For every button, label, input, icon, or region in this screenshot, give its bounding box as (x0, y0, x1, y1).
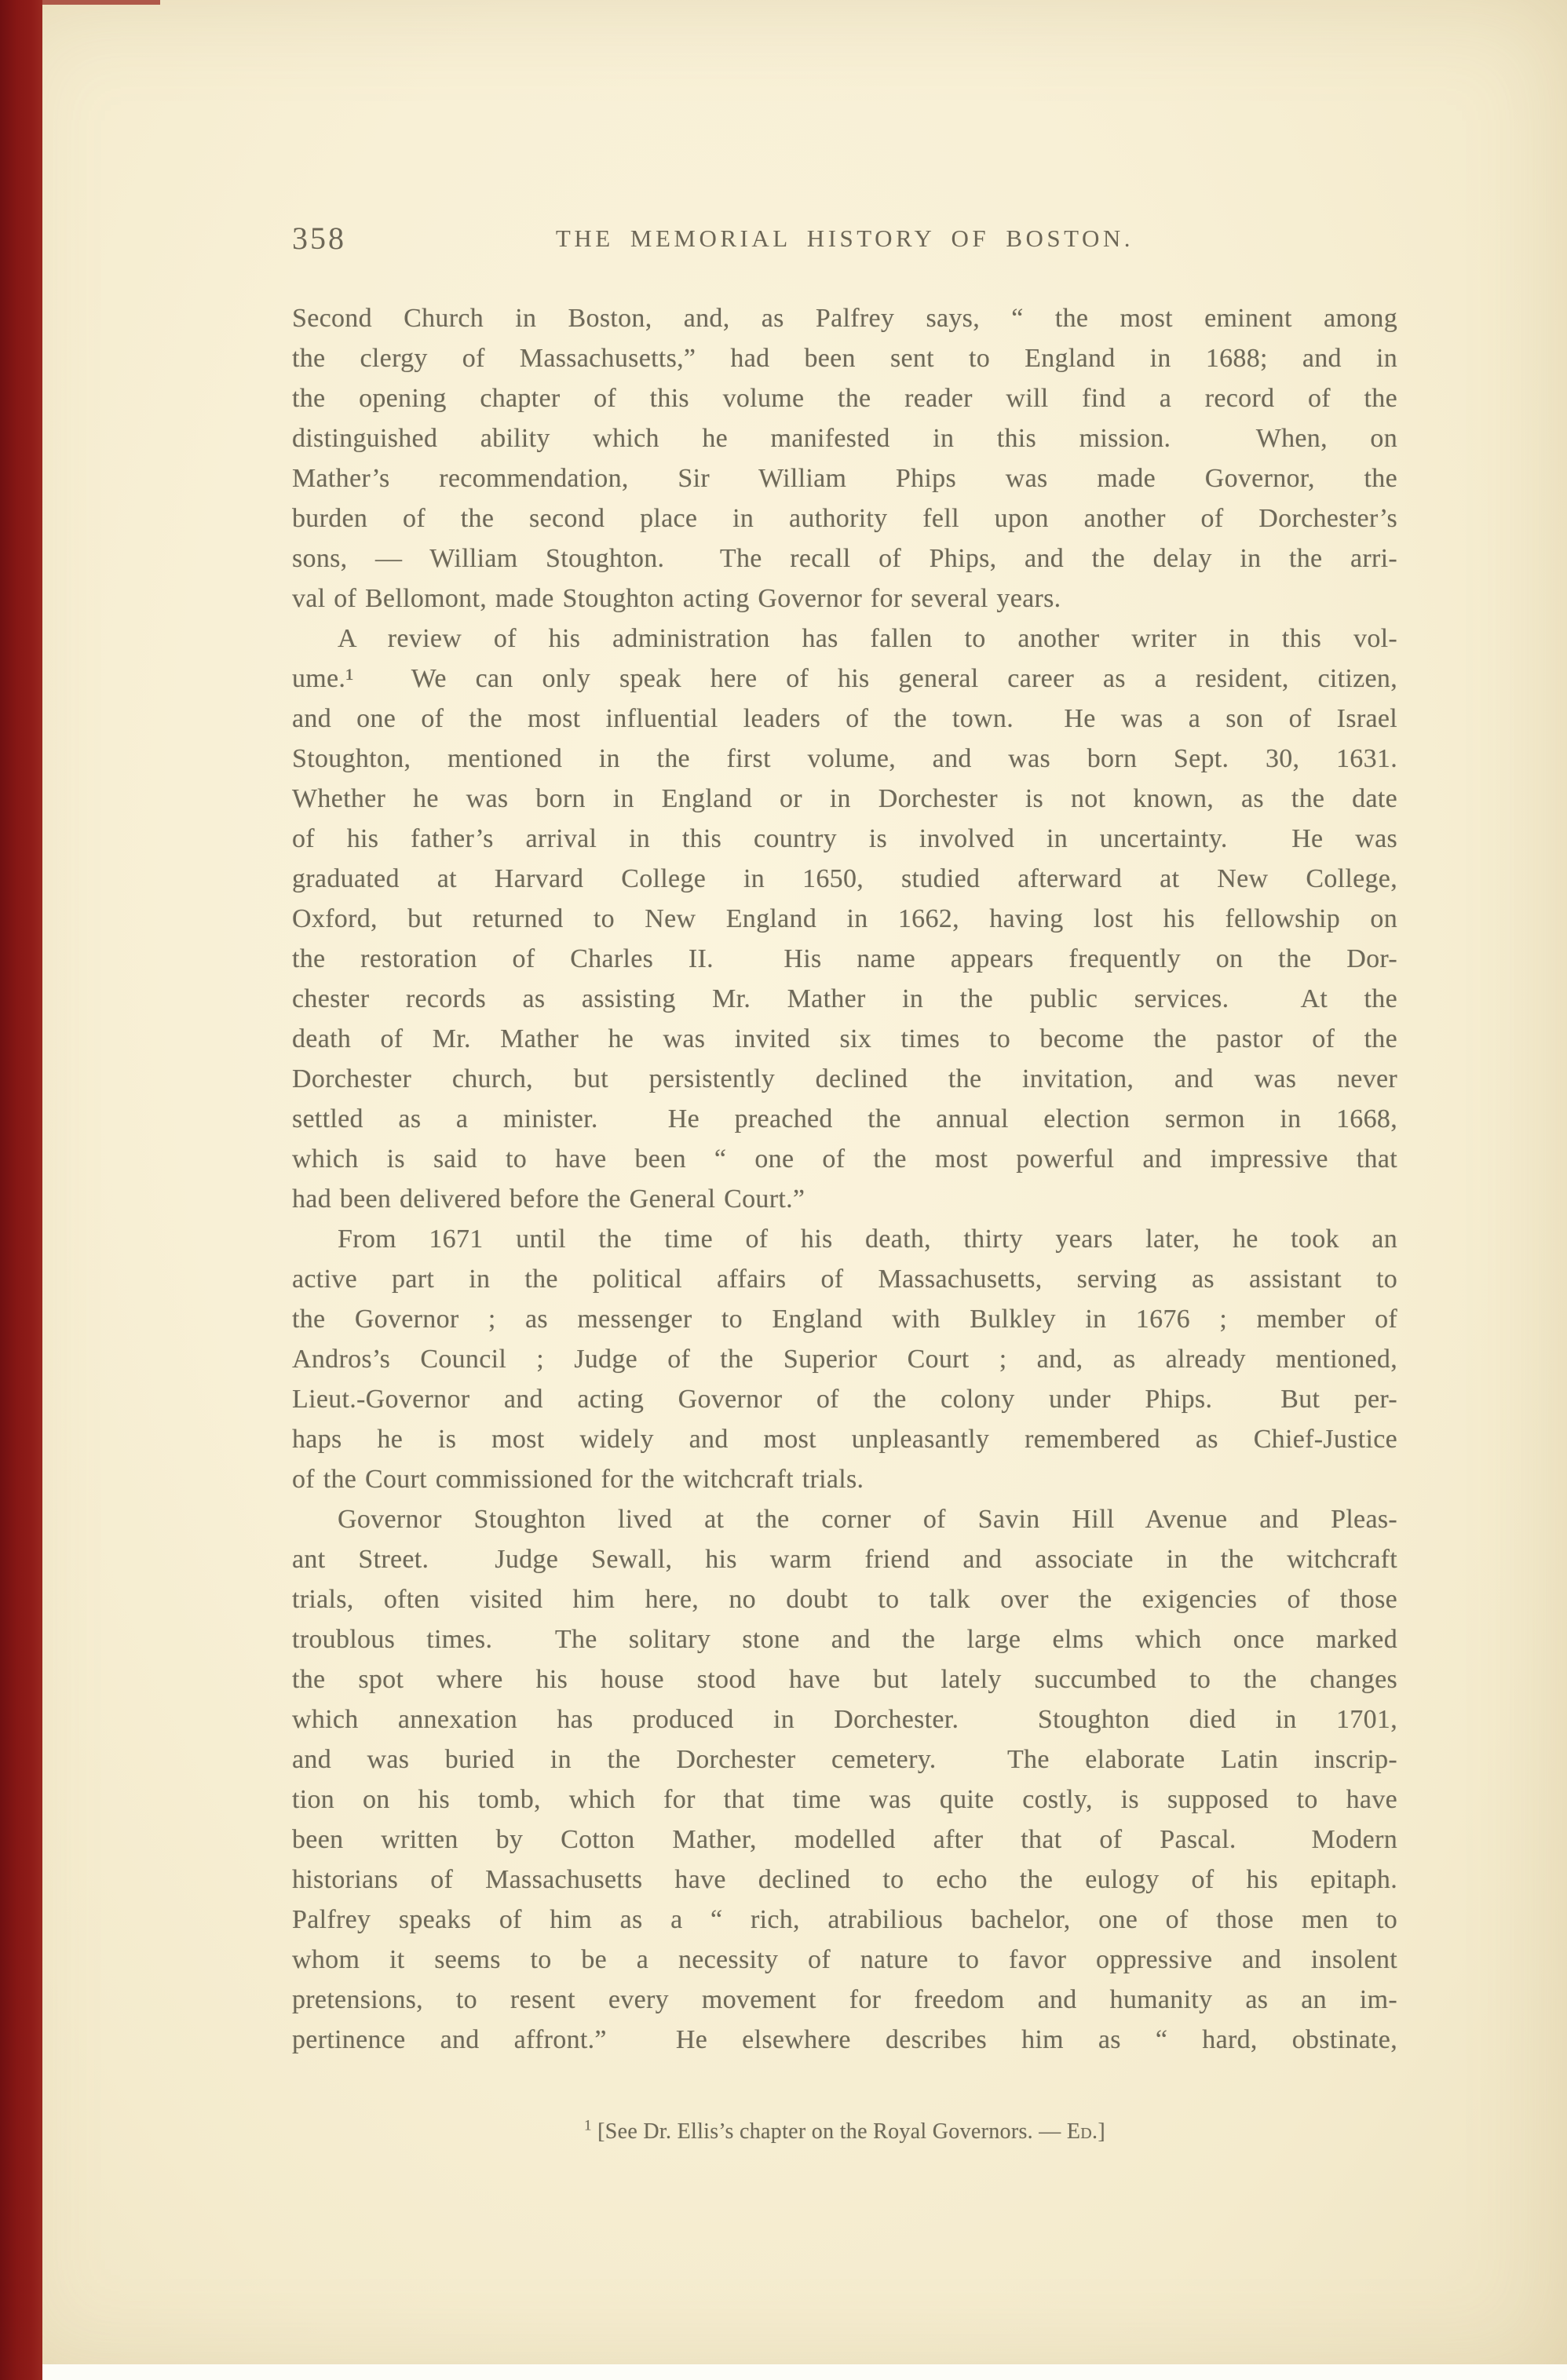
footnote-close-bracket: ] (1098, 2119, 1105, 2144)
footnote-text: [See Dr. Ellis’s chapter on the Royal Governors. — (591, 2119, 1067, 2144)
page-header (292, 221, 1397, 268)
body-line: which is said to have been “ one of the most powerful and impressive that (292, 1144, 1397, 1174)
body-line: the restoration of Charles II. His name appears frequently on the Dor- (292, 944, 1397, 973)
body-line: of his father’s arrival in this country is involved in uncertainty. He was (292, 824, 1397, 853)
body-line: whom it seems to be a necessity of nature to favor oppressive and insolent (292, 1945, 1397, 1974)
body-line: the spot where his house stood have but lately succumbed to the changes (292, 1665, 1397, 1694)
footnote-editor-abbrev: Ed. (1066, 2119, 1098, 2144)
body-line: ume.¹ We can only speak here of his general career as a resident, citizen, (292, 664, 1397, 693)
body-line: settled as a minister. He preached the annual election sermon in 1668, (292, 1104, 1397, 1133)
body-line: of the Court commissioned for the witchcraft trials. (292, 1465, 864, 1494)
body-line: A review of his administration has fallen to another writer in this vol- (338, 624, 1397, 653)
body-line: ant Street. Judge Sewall, his warm friend and associate in the witchcraft (292, 1545, 1397, 1574)
body-line: graduated at Harvard College in 1650, studied afterward at New College, (292, 864, 1397, 893)
scan-bottom-edge (0, 2364, 1567, 2380)
body-line: sons, — William Stoughton. The recall of Phips, and the delay in the arri- (292, 544, 1397, 573)
footnote-marker: 1 (584, 2117, 592, 2134)
body-line: Oxford, but returned to New England in 1662, having lost his fellowship on (292, 904, 1397, 933)
footnote (292, 2119, 1397, 2145)
body-line: and one of the most influential leaders of the town. He was a son of Israel (292, 704, 1397, 733)
body-line: pretensions, to resent every movement for freedom and humanity as an im- (292, 1985, 1397, 2014)
body-line: been written by Cotton Mather, modelled after that of Pascal. Modern (292, 1825, 1397, 1854)
body-text (292, 298, 1397, 2060)
body-line: pertinence and affront.” He elsewhere describes him as “ hard, obstinate, (292, 2025, 1397, 2054)
body-line: distinguished ability which he manifested in this mission. When, on (292, 424, 1397, 453)
body-line: chester records as assisting Mr. Mather in the public services. At the (292, 984, 1397, 1013)
body-line: Andros’s Council ; Judge of the Superior Court ; and, as already mentioned, (292, 1345, 1397, 1374)
body-line: trials, often visited him here, no doubt to talk over the exigencies of those (292, 1585, 1397, 1614)
body-line: Palfrey speaks of him as a “ rich, atrabilious bachelor, one of those men to (292, 1905, 1397, 1934)
body-line: Governor Stoughton lived at the corner of Savin Hill Avenue and Pleas- (338, 1505, 1397, 1534)
running-title: THE MEMORIAL HISTORY OF BOSTON. (555, 224, 1134, 252)
body-line: active part in the political affairs of Massachusetts, serving as assistant to (292, 1265, 1397, 1294)
body-line: Lieut.-Governor and acting Governor of the colony under Phips. But per- (292, 1385, 1397, 1414)
body-line: the opening chapter of this volume the reader will find a record of the (292, 384, 1397, 413)
body-line: val of Bellomont, made Stoughton acting Governor for several years. (292, 584, 1061, 613)
body-line: the clergy of Massachusetts,” had been sent to England in 1688; and in (292, 344, 1397, 373)
body-line: had been delivered before the General Court.” (292, 1185, 805, 1214)
body-line: Second Church in Boston, and, as Palfrey says, “ the most eminent among (292, 304, 1397, 333)
body-line: Stoughton, mentioned in the first volume, and was born Sept. 30, 1631. (292, 744, 1397, 773)
body-line: tion on his tomb, which for that time was quite costly, is supposed to have (292, 1785, 1397, 1814)
body-line: troublous times. The solitary stone and the large elms which once marked (292, 1625, 1397, 1654)
body-line: Dorchester church, but persistently declined the invitation, and was never (292, 1064, 1397, 1093)
body-line: death of Mr. Mather he was invited six times to become the pastor of the (292, 1024, 1397, 1053)
page-number: 358 (292, 221, 346, 256)
body-line: burden of the second place in authority fell upon another of Dorchester’s (292, 504, 1397, 533)
body-line: From 1671 until the time of his death, thirty years later, he took an (338, 1225, 1397, 1254)
body-line: historians of Massachusetts have declined to echo the eulogy of his epitaph. (292, 1865, 1397, 1894)
body-line: which annexation has produced in Dorchester. Stoughton died in 1701, (292, 1705, 1397, 1734)
body-line: Mather’s recommendation, Sir William Phips was made Governor, the (292, 464, 1397, 493)
body-line: the Governor ; as messenger to England with Bulkley in 1676 ; member of (292, 1305, 1397, 1334)
body-line: Whether he was born in England or in Dorchester is not known, as the date (292, 784, 1397, 813)
book-edge-red-mark (42, 0, 160, 5)
body-line: haps he is most widely and most unpleasantly remembered as Chief-Justice (292, 1425, 1397, 1454)
book-edge-red-stripe (0, 0, 42, 2380)
body-line: and was buried in the Dorchester cemetery. The elaborate Latin inscrip- (292, 1745, 1397, 1774)
